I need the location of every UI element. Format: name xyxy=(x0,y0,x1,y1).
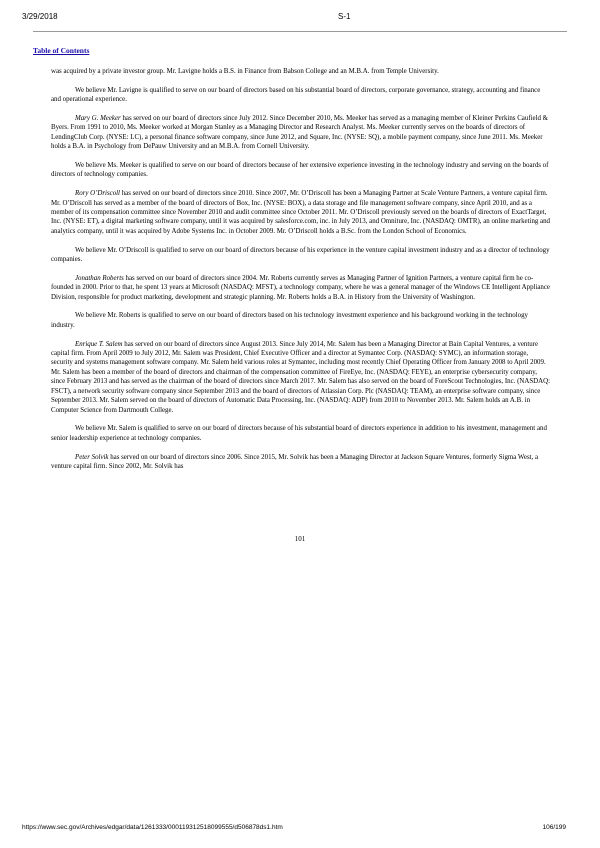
header-divider xyxy=(33,31,567,32)
paragraph: We believe Mr. O’Driscoll is qualified to serve on our board of directors because of his experience in the venture capital investment industry and as a director of technology companies. xyxy=(51,246,550,264)
paragraph: We believe Ms. Meeker is qualified to serve on our board of directors because of her extensive experience investing in the technology industry and serving on the boards of directors of technology companies. xyxy=(51,162,549,179)
paragraph-bio-salem: Enrique T. Salem has served on our board of directors since August 2013. Since July 2014, Mr. Salem has been a Managing Director at Bain Capital Ventures, a venture capital firm. From April 2009 to July 2012, Mr. Salem was President, Chief Executive Officer and a director at Symantec Corp. (NASDAQ: SYMC), an information storage, security and systems management software company. Mr. Salem held various roles at Symantec, including most recently Chief Operating Officer from January 2008 to April 2009. Mr. Salem has been a member of the board of directors and chairman of the compensation committee of FireEye, Inc. (NASDAQ: FEYE), an enterprise cybersecurity company, since February 2013 and has served as the chairman of the board of directors since March 2017. Mr. Salem has also served on the board of ForeScout Technologies, Inc. (NASDAQ: FSCT), a network security software company since September 2013 and the board of directors of Atlassian Corp. Plc (NASDAQ: TEAM), an enterprise software company, since September 2013. Mr. Salem served on the board of directors of Automatic Data Processing, Inc. (NASDAQ: ADP) from 2010 to November 2013. Mr. Salem holds an A.B. in Computer Science from Dartmouth College. xyxy=(51,340,551,414)
document-title: S-1 xyxy=(338,12,351,21)
print-footer xyxy=(22,824,578,836)
director-name: Peter Solvik xyxy=(75,453,109,461)
page-number: 101 xyxy=(294,535,306,543)
print-page-count: 106/199 xyxy=(542,824,566,831)
paragraph-bio-solvik: Peter Solvik has served on our board of directors since 2006. Since 2015, Mr. Solvik has been a Managing Director at Jackson Square Ventures, formerly Sigma West, a venture capital firm. Since 2002, Mr. Solvik has xyxy=(51,453,539,470)
paragraph-bio-odriscoll: Rory O’Driscoll has served on our board of directors since 2010. Since 2007, Mr. O’Driscoll has been a Managing Partner at Scale Venture Partners, a venture capital firm. Mr. O’Driscoll has served as a member of the board of directors of Box, Inc. (NYSE: BOX), a data storage and file management software company, since April 2010, and as a member of its compensation committee since November 2010 and audit committee since October 2011. Mr. O’Driscoll previously served on the boards of directors of ExactTarget, Inc. (NYSE: ET), a digital marketing software company, until it was acquired by salesforce.com, inc. in July 2013, and Omniture, Inc. (NASDAQ: OMTR), an online marketing and analytics company, until it was acquired by Adobe Systems Inc. in October 2009. Mr. O’Driscoll holds a B.Sc. from the London School of Economics. xyxy=(51,190,551,235)
print-date: 3/29/2018 xyxy=(22,12,58,21)
document-body xyxy=(51,67,551,481)
paragraph: was acquired by a private investor group. Mr. Lavigne holds a B.S. in Finance from Babson College and an M.B.A. from Temple University. xyxy=(51,68,439,75)
paragraph-bio-roberts: Jonathan Roberts has served on our board of directors since 2004. Mr. Roberts currently serves as Managing Partner of Ignition Partners, a venture capital firm he co-founded in 2000. Prior to that, he spent 13 years at Microsoft (NASDAQ: MFST), a technology company, where he was a general manager of the Windows CE Intelligent Appliance Division, responsible for product marketing, development and strategic planning. Mr. Roberts holds a B.A. in History from the University of Washington. xyxy=(51,274,550,301)
paragraph: We believe Mr. Salem is qualified to serve on our board of directors because of his substantial board of directors experience in addition to his investment, management and senior leadership experience at technology companies. xyxy=(51,425,547,442)
director-name: Enrique T. Salem xyxy=(75,340,123,348)
director-name: Jonathan Roberts xyxy=(75,274,124,282)
director-name: Rory O’Driscoll xyxy=(75,190,120,198)
paragraph-bio-meeker: Mary G. Meeker has served on our board of directors since July 2012. Since December 2010, Ms. Meeker has served as a managing member of Kleiner Perkins Caufield & Byers. From 1991 to 2010, Ms. Meeker worked at Morgan Stanley as a Managing Director and Research Analyst. Ms. Meeker currently serves on the boards of directors of LendingClub Corp. (NYSE: LC), a personal finance software company, since June 2012, and Square, Inc. (NYSE: SQ), a mobile payment company, since June 2011. Ms. Meeker holds a B.A. in Psychology from DePauw University and an M.B.A. from Cornell University. xyxy=(51,115,549,151)
source-url: https://www.sec.gov/Archives/edgar/data/1261333/000119312518099555/d506878ds1.htm xyxy=(22,824,283,831)
table-of-contents-link[interactable]: Table of Contents xyxy=(33,46,90,55)
director-name: Mary G. Meeker xyxy=(75,115,121,122)
paragraph: We believe Mr. Lavigne is qualified to serve on our board of directors based on his substantial board of directors, corporate governance, strategy, accounting and finance and operational experience. xyxy=(51,86,541,104)
print-header xyxy=(22,12,578,24)
paragraph: We believe Mr. Roberts is qualified to serve on our board of directors based on his technology investment experience and his background working in the technology industry. xyxy=(51,312,528,329)
